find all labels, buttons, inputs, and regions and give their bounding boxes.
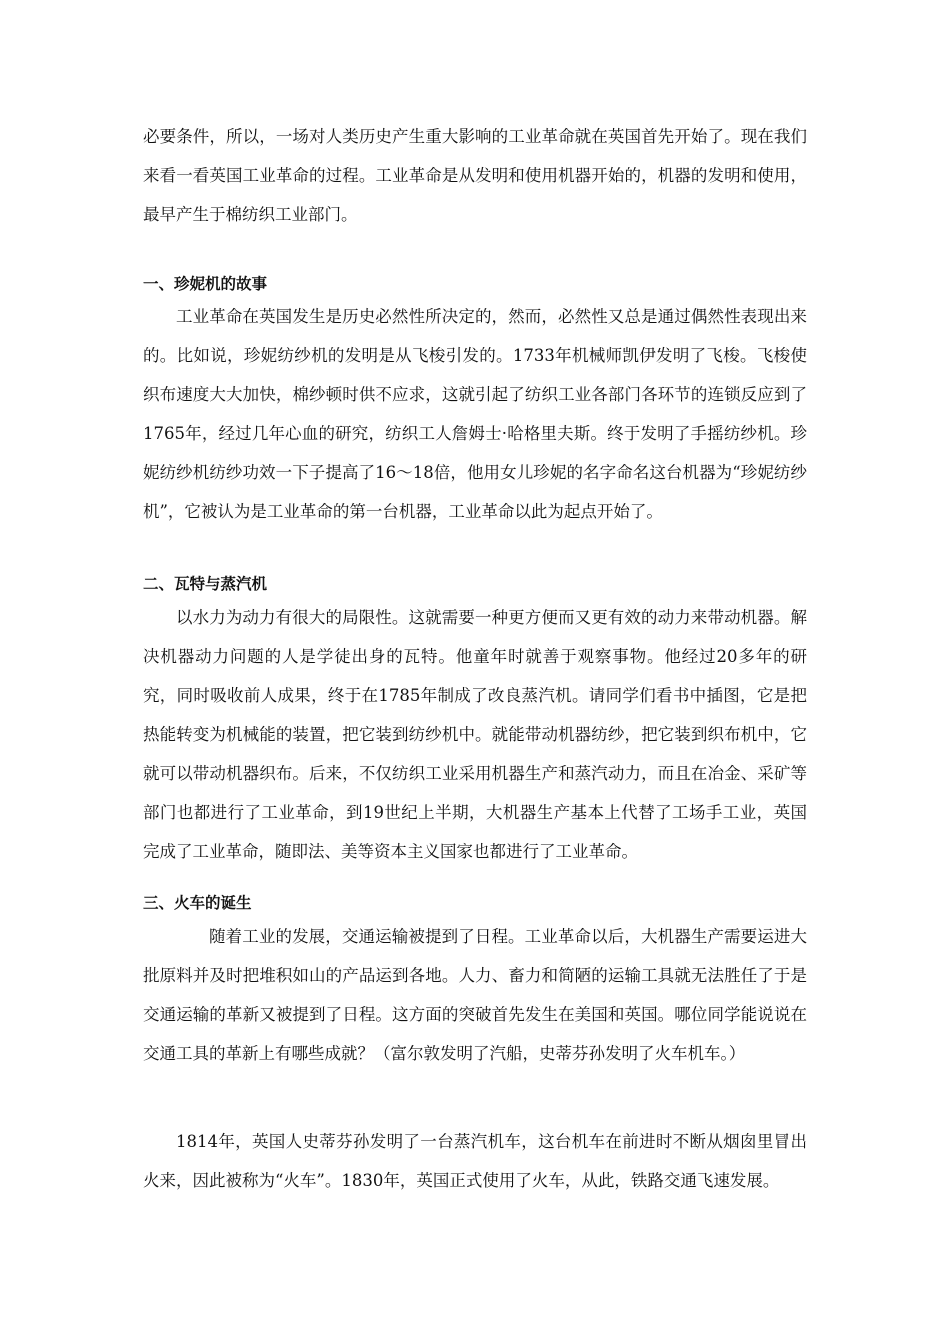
intro-paragraph: 必要条件，所以，一场对人类历史产生重大影响的工业革命就在英国首先开始了。现在我们来看一看英国工业革命的过程。工业革命是从发明和使用机器开始的，机器的发明和使用，最早产生于棉纺织工业部门。 [143,127,807,224]
section-heading-train: 三、火车的诞生 [143,894,252,912]
section-paragraph-train-2: 1814年，英国人史蒂芬孙发明了一台蒸汽机车，这台机车在前进时不断从烟囱里冒出火来，因此被称为“火车”。1830年，英国正式使用了火车，从此，铁路交通飞速发展。 [143,1132,807,1190]
section-paragraph-watt: 以水力为动力有很大的局限性。这就需要一种更方便而又更有效的动力来带动机器。解决机器动力问题的人是学徒出身的瓦特。他童年时就善于观察事物。他经过20多年的研究，同时吸收前人成果，终于在1785年制成了改良蒸汽机。请同学们看书中插图，它是把热能转变为机械能的装置，把它装到纺纱机中。就能带动机器纺纱，把它装到织布机中，它就可以带动机器织布。后来，不仅纺织工业采用机器生产和蒸汽动力，而且在冶金、采矿等部门也都进行了工业革命，到19世纪上半期，大机器生产基本上代替了工场手工业，英国完成了工业革命，随即法、美等资本主义国家也都进行了工业革命。 [143,608,807,861]
section-paragraph-jenny: 工业革命在英国发生是历史必然性所决定的，然而，必然性又总是通过偶然性表现出来的。比如说，珍妮纺纱机的发明是从飞梭引发的。1733年机械师凯伊发明了飞梭。飞梭使织布速度大大加快，棉纱顿时供不应求，这就引起了纺织工业各部门各环节的连锁反应到了1765年，经过几年心血的研究，纺织工人詹姆士·哈格里夫斯。终于发明了手摇纺纱机。珍妮纺纱机纺纱功效一下子提高了16～18倍，他用女儿珍妮的名字命名这台机器为“珍妮纺纱机”，它被认为是工业革命的第一台机器，工业革命以此为起点开始了。 [143,307,807,521]
section-heading-jenny: 一、珍妮机的故事 [143,275,268,293]
section-heading-watt: 二、瓦特与蒸汽机 [143,575,268,593]
section-paragraph-train: 随着工业的发展，交通运输被提到了日程。工业革命以后，大机器生产需要运进大批原料并及时把堆积如山的产品运到各地。人力、畜力和简陋的运输工具就无法胜任了于是交通运输的革新又被提到了日程。这方面的突破首先发生在美国和英国。哪位同学能说说在交通工具的革新上有哪些成就？（富尔敦发明了汽船，史蒂芬孙发明了火车机车。） [143,927,807,1063]
